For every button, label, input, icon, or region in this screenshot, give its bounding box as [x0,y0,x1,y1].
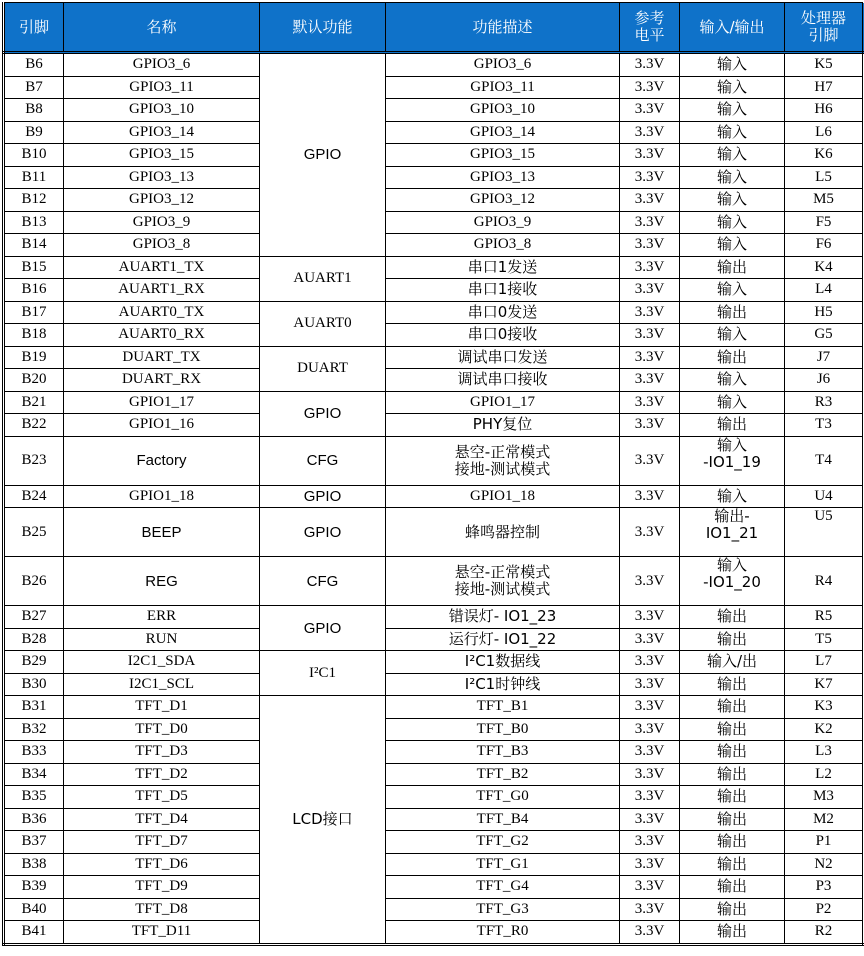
cell-ref-level: 3.3V [620,166,680,189]
cell-io: 输入 [680,53,785,77]
header-row [4,3,864,53]
cell-io: 输出 [680,921,785,945]
cell-pin: B22 [4,414,64,437]
cell-ref-level: 3.3V [620,369,680,392]
cell-io: 输出 [680,346,785,369]
cell-pin: B7 [4,76,64,99]
cell-pin: B12 [4,189,64,212]
cell-ref-level: 3.3V [620,256,680,279]
header-pin: 引脚 [4,3,64,53]
table-row [4,696,864,719]
cell-name: AUART1_RX [64,279,260,302]
cell-name: GPIO3_12 [64,189,260,212]
table-row [4,414,864,437]
cell-desc: GPIO3_14 [386,121,620,144]
cell-io: 输出 [680,673,785,696]
cell-desc: GPIO3_10 [386,99,620,122]
cell-pin: B41 [4,921,64,945]
cell-cpu-pin: T5 [785,628,864,651]
cell-name: TFT_D1 [64,696,260,719]
cell-pin: B30 [4,673,64,696]
table-row [4,99,864,122]
cell-ref-level: 3.3V [620,808,680,831]
cell-name: TFT_D5 [64,786,260,809]
cell-ref-level: 3.3V [620,786,680,809]
cell-desc: TFT_R0 [386,921,620,945]
cell-pin: B23 [4,436,64,485]
cell-cpu-pin: M3 [785,786,864,809]
cell-pin: B9 [4,121,64,144]
cell-cpu-pin: F5 [785,211,864,234]
cell-name: AUART0_RX [64,324,260,347]
cell-desc: PHY复位 [386,414,620,437]
cell-default-func: DUART [260,346,386,391]
table-row [4,324,864,347]
table-row [4,301,864,324]
cell-pin: B32 [4,718,64,741]
cell-pin: B21 [4,391,64,414]
cell-io: 输出- IO1_21 [680,508,785,557]
cell-ref-level: 3.3V [620,121,680,144]
cell-cpu-pin: L2 [785,763,864,786]
cell-default-func: AUART0 [260,301,386,346]
cell-cpu-pin: K5 [785,53,864,77]
cell-io: 输出 [680,741,785,764]
table-row [4,369,864,392]
cell-desc: GPIO3_8 [386,234,620,257]
cell-ref-level: 3.3V [620,718,680,741]
cell-name: TFT_D4 [64,808,260,831]
cell-ref-level: 3.3V [620,606,680,629]
cell-io: 输入 [680,189,785,212]
table-row [4,346,864,369]
table-row [4,628,864,651]
header-name: 名称 [64,3,260,53]
cell-desc: TFT_G3 [386,898,620,921]
cell-name: TFT_D7 [64,831,260,854]
cell-io: 输入 [680,234,785,257]
cell-ref-level: 3.3V [620,651,680,674]
table-row [4,718,864,741]
cell-cpu-pin: H5 [785,301,864,324]
cell-cpu-pin: T4 [785,436,864,485]
cell-name: DUART_RX [64,369,260,392]
cell-desc: I²C1时钟线 [386,673,620,696]
cell-ref-level: 3.3V [620,485,680,508]
cell-ref-level: 3.3V [620,234,680,257]
cell-desc: 调试串口接收 [386,369,620,392]
cell-cpu-pin: U4 [785,485,864,508]
cell-cpu-pin: G5 [785,324,864,347]
cell-ref-level: 3.3V [620,324,680,347]
cell-pin: B27 [4,606,64,629]
table-row [4,606,864,629]
cell-desc: 串口1接收 [386,279,620,302]
cell-cpu-pin: R2 [785,921,864,945]
cell-io: 输出 [680,256,785,279]
cell-cpu-pin: K3 [785,696,864,719]
cell-cpu-pin: P2 [785,898,864,921]
cell-desc: TFT_G1 [386,853,620,876]
cell-io: 输出 [680,898,785,921]
table-row [4,256,864,279]
cell-desc: GPIO3_11 [386,76,620,99]
cell-name: GPIO3_15 [64,144,260,167]
cell-name: GPIO3_9 [64,211,260,234]
cell-ref-level: 3.3V [620,144,680,167]
cell-name: Factory [64,436,260,485]
cell-cpu-pin: L3 [785,741,864,764]
cell-pin: B10 [4,144,64,167]
cell-desc: TFT_B2 [386,763,620,786]
cell-pin: B35 [4,786,64,809]
cell-io: 输出 [680,763,785,786]
cell-ref-level: 3.3V [620,876,680,899]
cell-name: GPIO1_16 [64,414,260,437]
cell-cpu-pin: H6 [785,99,864,122]
cell-pin: B14 [4,234,64,257]
header-cpu-pin: 处理器 引脚 [785,3,864,53]
cell-name: I2C1_SDA [64,651,260,674]
cell-cpu-pin: T3 [785,414,864,437]
cell-pin: B11 [4,166,64,189]
table-row [4,76,864,99]
table-row [4,921,864,945]
cell-name: REG [64,557,260,606]
cell-cpu-pin: K6 [785,144,864,167]
cell-io: 输入 [680,391,785,414]
cell-cpu-pin: U5 [785,508,864,557]
cell-ref-level: 3.3V [620,853,680,876]
cell-desc: GPIO3_15 [386,144,620,167]
cell-name: AUART1_TX [64,256,260,279]
cell-pin: B39 [4,876,64,899]
cell-name: RUN [64,628,260,651]
cell-ref-level: 3.3V [620,391,680,414]
cell-name: TFT_D8 [64,898,260,921]
cell-cpu-pin: M5 [785,189,864,212]
cell-io: 输出 [680,853,785,876]
cell-ref-level: 3.3V [620,898,680,921]
cell-ref-level: 3.3V [620,99,680,122]
cell-desc: GPIO3_6 [386,53,620,77]
cell-desc: GPIO3_12 [386,189,620,212]
cell-desc: TFT_B3 [386,741,620,764]
cell-pin: B38 [4,853,64,876]
cell-io: 输出 [680,606,785,629]
cell-desc: 悬空-正常模式 接地-测试模式 [386,557,620,606]
table-row [4,121,864,144]
cell-ref-level: 3.3V [620,53,680,77]
pin-table [2,2,864,946]
header-io: 输入/输出 [680,3,785,53]
table-row [4,651,864,674]
cell-pin: B15 [4,256,64,279]
cell-cpu-pin: J7 [785,346,864,369]
cell-ref-level: 3.3V [620,921,680,945]
cell-name: DUART_TX [64,346,260,369]
cell-name: GPIO3_14 [64,121,260,144]
cell-default-func: CFG [260,557,386,606]
table-row [4,763,864,786]
cell-io: 输出 [680,808,785,831]
cell-name: TFT_D9 [64,876,260,899]
cell-io: 输入 [680,279,785,302]
cell-default-func: LCD接口 [260,696,386,945]
cell-io: 输出 [680,876,785,899]
cell-name: GPIO1_17 [64,391,260,414]
cell-default-func: GPIO [260,508,386,557]
cell-desc: 串口1发送 [386,256,620,279]
table-row [4,53,864,77]
cell-io: 输入 [680,324,785,347]
cell-pin: B8 [4,99,64,122]
cell-name: GPIO3_11 [64,76,260,99]
cell-cpu-pin: K7 [785,673,864,696]
cell-default-func: GPIO [260,391,386,436]
table-row [4,876,864,899]
cell-name: BEEP [64,508,260,557]
cell-desc: 悬空-正常模式 接地-测试模式 [386,436,620,485]
cell-io: 输入 [680,76,785,99]
cell-default-func: CFG [260,436,386,485]
table-row [4,741,864,764]
table-row [4,189,864,212]
cell-cpu-pin: L5 [785,166,864,189]
cell-ref-level: 3.3V [620,741,680,764]
cell-name: AUART0_TX [64,301,260,324]
cell-desc: TFT_B4 [386,808,620,831]
cell-desc: I²C1数据线 [386,651,620,674]
cell-io: 输入 [680,211,785,234]
table-row [4,279,864,302]
table-row [4,673,864,696]
cell-desc: 串口0发送 [386,301,620,324]
cell-desc: TFT_G2 [386,831,620,854]
cell-cpu-pin: P1 [785,831,864,854]
cell-pin: B34 [4,763,64,786]
cell-desc: TFT_G4 [386,876,620,899]
cell-io: 输出 [680,696,785,719]
cell-cpu-pin: F6 [785,234,864,257]
cell-pin: B20 [4,369,64,392]
cell-default-func: GPIO [260,606,386,651]
table-row [4,234,864,257]
table-row [4,211,864,234]
cell-cpu-pin: J6 [785,369,864,392]
cell-pin: B36 [4,808,64,831]
cell-name: GPIO3_10 [64,99,260,122]
table-row [4,898,864,921]
cell-desc: GPIO1_17 [386,391,620,414]
cell-name: I2C1_SCL [64,673,260,696]
cell-ref-level: 3.3V [620,628,680,651]
cell-desc: 串口0接收 [386,324,620,347]
cell-io: 输入/出 [680,651,785,674]
cell-ref-level: 3.3V [620,673,680,696]
cell-cpu-pin: P3 [785,876,864,899]
cell-desc: TFT_B1 [386,696,620,719]
table-row [4,808,864,831]
cell-io: 输入 -IO1_20 [680,557,785,606]
cell-ref-level: 3.3V [620,76,680,99]
cell-io: 输出 [680,718,785,741]
cell-io: 输入 [680,166,785,189]
cell-desc: TFT_G0 [386,786,620,809]
cell-io: 输入 [680,99,785,122]
cell-cpu-pin: L4 [785,279,864,302]
cell-io: 输入 [680,144,785,167]
cell-name: TFT_D6 [64,853,260,876]
cell-pin: B33 [4,741,64,764]
table-row [4,485,864,508]
cell-name: TFT_D3 [64,741,260,764]
cell-desc: TFT_B0 [386,718,620,741]
table-row [4,144,864,167]
table-body [4,53,864,945]
cell-name: TFT_D11 [64,921,260,945]
cell-desc: GPIO3_13 [386,166,620,189]
table-row [4,557,864,606]
cell-default-func: GPIO [260,485,386,508]
cell-pin: B40 [4,898,64,921]
cell-name: GPIO3_8 [64,234,260,257]
cell-pin: B18 [4,324,64,347]
cell-desc: 调试串口发送 [386,346,620,369]
cell-ref-level: 3.3V [620,211,680,234]
cell-pin: B31 [4,696,64,719]
cell-desc: GPIO1_18 [386,485,620,508]
cell-default-func: I²C1 [260,651,386,696]
cell-cpu-pin: R4 [785,557,864,606]
cell-pin: B13 [4,211,64,234]
cell-ref-level: 3.3V [620,301,680,324]
cell-cpu-pin: R5 [785,606,864,629]
cell-ref-level: 3.3V [620,831,680,854]
cell-default-func: AUART1 [260,256,386,301]
cell-pin: B28 [4,628,64,651]
cell-io: 输出 [680,301,785,324]
cell-desc: 错误灯- IO1_23 [386,606,620,629]
cell-ref-level: 3.3V [620,436,680,485]
cell-ref-level: 3.3V [620,763,680,786]
cell-name: ERR [64,606,260,629]
cell-ref-level: 3.3V [620,557,680,606]
cell-name: GPIO3_13 [64,166,260,189]
cell-name: TFT_D2 [64,763,260,786]
cell-cpu-pin: R3 [785,391,864,414]
cell-ref-level: 3.3V [620,346,680,369]
cell-io: 输入 -IO1_19 [680,436,785,485]
cell-cpu-pin: K2 [785,718,864,741]
cell-desc: 运行灯- IO1_22 [386,628,620,651]
cell-pin: B26 [4,557,64,606]
cell-ref-level: 3.3V [620,696,680,719]
cell-default-func: GPIO [260,53,386,257]
cell-cpu-pin: H7 [785,76,864,99]
cell-ref-level: 3.3V [620,189,680,212]
table-row [4,166,864,189]
cell-cpu-pin: M2 [785,808,864,831]
cell-ref-level: 3.3V [620,279,680,302]
header-default-func: 默认功能 [260,3,386,53]
cell-desc: GPIO3_9 [386,211,620,234]
cell-io: 输出 [680,628,785,651]
cell-io: 输出 [680,786,785,809]
cell-pin: B16 [4,279,64,302]
cell-name: GPIO3_6 [64,53,260,77]
cell-pin: B6 [4,53,64,77]
table-row [4,508,864,557]
cell-cpu-pin: L6 [785,121,864,144]
cell-pin: B17 [4,301,64,324]
table-row [4,853,864,876]
cell-io: 输入 [680,369,785,392]
header-ref-level: 参考 电平 [620,3,680,53]
cell-desc: 蜂鸣器控制 [386,508,620,557]
table-row [4,831,864,854]
cell-ref-level: 3.3V [620,508,680,557]
cell-pin: B37 [4,831,64,854]
table-row [4,436,864,485]
cell-pin: B29 [4,651,64,674]
table-row [4,786,864,809]
cell-pin: B25 [4,508,64,557]
cell-pin: B19 [4,346,64,369]
cell-name: GPIO1_18 [64,485,260,508]
cell-io: 输入 [680,485,785,508]
table-row [4,391,864,414]
header-desc: 功能描述 [386,3,620,53]
cell-io: 输出 [680,831,785,854]
cell-io: 输入 [680,121,785,144]
cell-io: 输出 [680,414,785,437]
cell-name: TFT_D0 [64,718,260,741]
cell-cpu-pin: L7 [785,651,864,674]
cell-cpu-pin: N2 [785,853,864,876]
cell-pin: B24 [4,485,64,508]
cell-ref-level: 3.3V [620,414,680,437]
cell-cpu-pin: K4 [785,256,864,279]
